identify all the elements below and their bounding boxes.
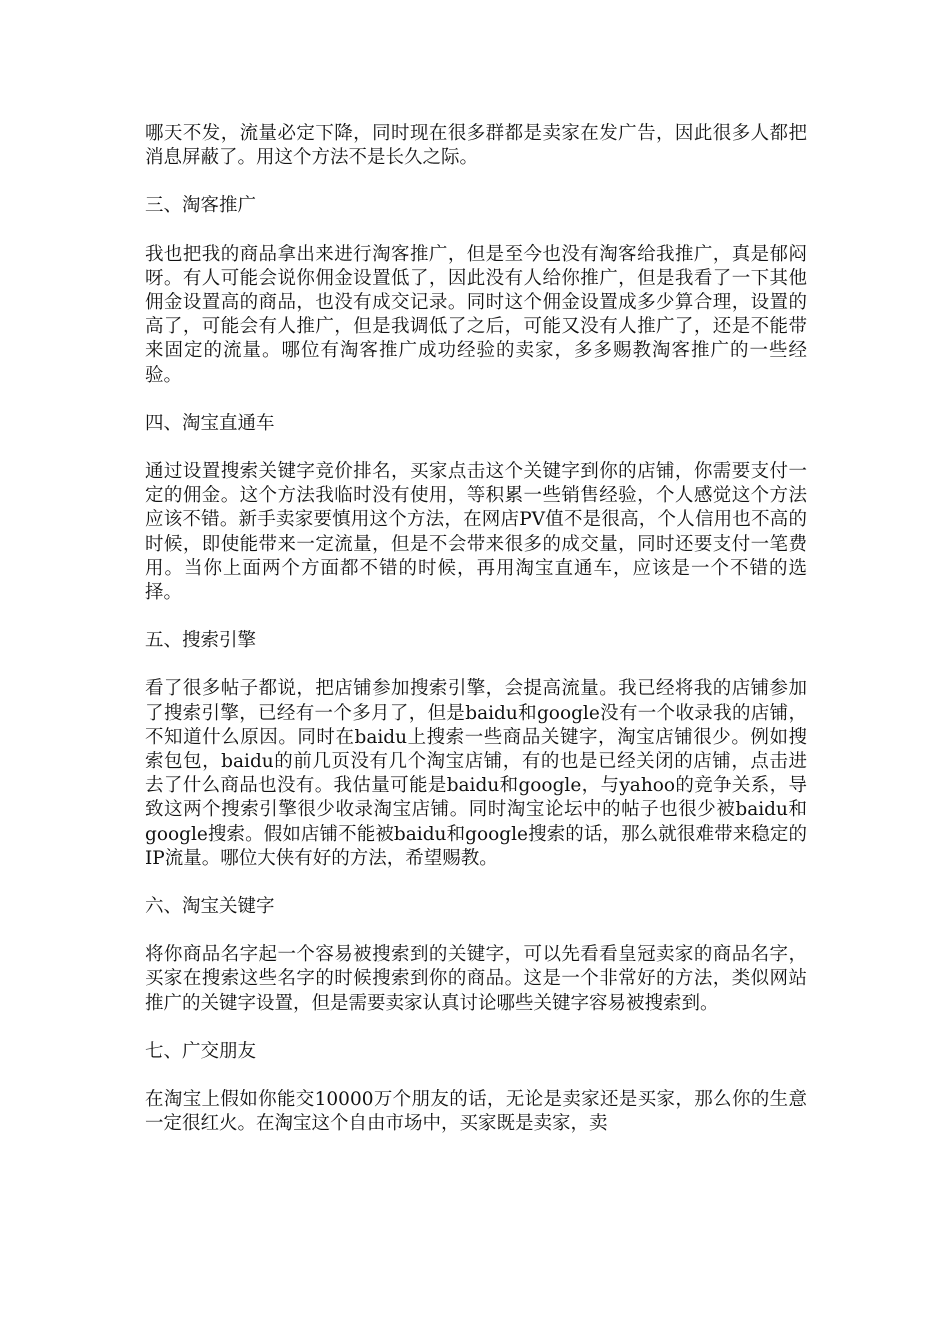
heading-taoke-promotion: 三、淘客推广 — [145, 195, 257, 217]
heading-taobao-through-train: 四、淘宝直通车 — [145, 412, 275, 434]
paragraph-taoke-promotion: 我也把我的商品拿出来进行淘客推广，但是至今也没有淘客给我推广，真是郁闷呀。有人可能会说你佣金设置低了，因此没有人给你推广，但是我看了一下其他佣金设置高的商品，也没有成交记录。同时这个佣金设置成多少算合理，设置的高了，可能会有人推广，但是我调低了之后，可能又没有人推广了，还是不能带来固定的流量。哪位有淘客推广成功经验的卖家，多多赐教淘客推广的一些经验。 — [145, 243, 807, 386]
heading-taobao-keywords: 六、淘宝关键字 — [145, 896, 275, 918]
paragraph-search-engine: 看了很多帖子都说，把店铺参加搜索引擎，会提高流量。我已经将我的店铺参加了搜索引擎，已经有一个多月了，但是baidu和google没有一个收录我的店铺，不知道什么原因。同时在baidu上搜索一些商品关键字，淘宝店铺很少。例如搜索包包，baidu的前几页没有几个淘宝店铺，有的也是已经关闭的店铺，点击进去了什么商品也没有。我估量可能是baidu和google，与yahoo的竞争关系，导致这两个搜索引擎很少收录淘宝店铺。同时淘宝论坛中的帖子也很少被baidu和google搜索。假如店铺不能被baidu和google搜索的话，那么就很难带来稳定的IP流量。哪位大侠有好的方法，希望赐教。 — [145, 678, 807, 869]
paragraph-taobao-keywords: 将你商品名字起一个容易被搜索到的关键字，可以先看看皇冠卖家的商品名字，买家在搜索这些名字的时候搜索到你的商品。这是一个非常好的方法，类似网站推广的关键字设置，但是需要卖家认真讨论哪些关键字容易被搜索到。 — [145, 944, 807, 1014]
document-page — [145, 122, 807, 1161]
paragraph-taobao-through-train: 通过设置搜索关键字竞价排名，买家点击这个关键字到你的店铺，你需要支付一定的佣金。这个方法我临时没有使用，等积累一些销售经验，个人感觉这个方法应该不错。新手卖家要慎用这个方法，在网店PV值不是很高，个人信用也不高的时候，即使能带来一定流量，但是不会带来很多的成交量，同时还要支付一笔费用。当你上面两个方面都不错的时候，再用淘宝直通车，应该是一个不错的选择。 — [145, 461, 807, 604]
heading-make-friends: 七、广交朋友 — [145, 1040, 257, 1062]
paragraph-make-friends: 在淘宝上假如你能交10000万个朋友的话，无论是卖家还是买家，那么你的生意一定很红火。在淘宝这个自由市场中，买家既是卖家，卖 — [145, 1089, 807, 1135]
heading-search-engine: 五、搜索引擎 — [145, 630, 257, 652]
paragraph-intro-continued: 哪天不发，流量必定下降，同时现在很多群都是卖家在发广告，因此很多人都把消息屏蔽了。用这个方法不是长久之际。 — [145, 123, 807, 169]
